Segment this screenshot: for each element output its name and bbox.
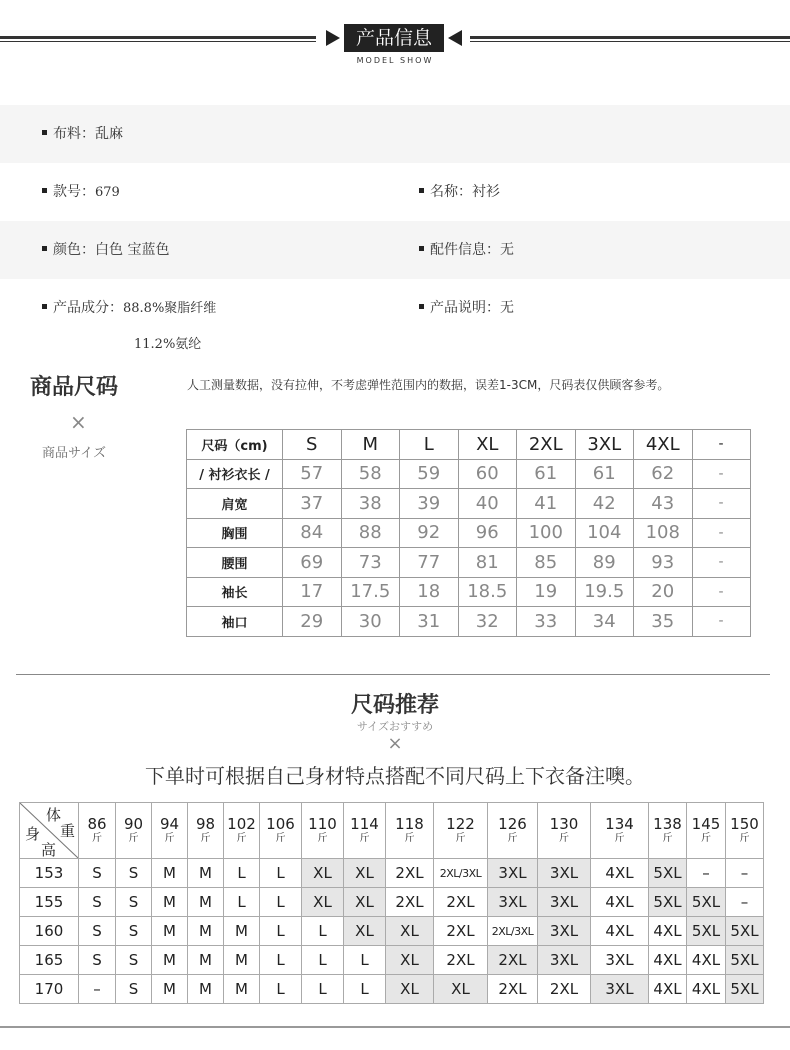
weight-header-cell	[649, 803, 687, 859]
corner-label-height-1: 身	[25, 825, 41, 843]
recommend-table-row	[20, 946, 764, 975]
info-style-label: 款号：	[53, 184, 95, 200]
size-cell: 40	[458, 489, 517, 519]
size-cell: -	[692, 489, 750, 519]
size-table-row	[187, 489, 751, 519]
weight-unit: 斤	[701, 833, 711, 844]
size-recommendation-cell: –	[726, 859, 764, 888]
size-table-row	[187, 548, 751, 578]
size-recommendation-cell: 5XL	[726, 946, 764, 975]
size-recommendation-cell: M	[224, 975, 260, 1004]
weight-unit: 斤	[317, 833, 328, 844]
info-accessory	[419, 240, 514, 260]
size-table-row	[187, 607, 751, 637]
corner-label-weight-1: 体	[46, 806, 62, 824]
size-recommendation-cell: L	[302, 975, 344, 1004]
bottom-divider	[0, 1026, 790, 1028]
recommend-table	[19, 802, 764, 1004]
size-recommendation-cell: 3XL	[538, 917, 591, 946]
weight-header-cell	[260, 803, 302, 859]
weight-header-cell	[188, 803, 224, 859]
bullet-icon	[419, 304, 424, 309]
weight-value: 86	[87, 815, 107, 833]
weight-header-cell	[687, 803, 726, 859]
info-composition-value-2: 11.2%氨纶	[134, 337, 202, 352]
size-header-cell: L	[400, 430, 459, 460]
weight-value: 150	[730, 815, 759, 833]
size-cell: 84	[283, 518, 342, 548]
recommend-table-row	[20, 888, 764, 917]
weight-header-cell	[434, 803, 488, 859]
weight-header-cell	[344, 803, 386, 859]
header-rule-left	[0, 36, 316, 42]
weight-value: 94	[159, 815, 180, 833]
info-row-color	[0, 221, 790, 279]
size-cell: 73	[341, 548, 400, 578]
height-cell: 155	[20, 888, 79, 917]
size-recommendation-cell: XL	[434, 975, 488, 1004]
size-recommendation-cell: XL	[344, 917, 386, 946]
size-recommendation-cell: L	[224, 888, 260, 917]
size-header-label: 尺码（cm)	[187, 430, 283, 460]
bullet-icon	[42, 188, 47, 193]
size-cell: 32	[458, 607, 517, 637]
corner-label-weight-2: 重	[60, 822, 76, 840]
size-cell: 62	[634, 459, 693, 489]
weight-value: 118	[395, 815, 424, 833]
size-cell: -	[692, 607, 750, 637]
size-subtitle-jp: 商品サイズ	[42, 446, 106, 461]
size-recommendation-cell: L	[260, 946, 302, 975]
size-cell: 42	[575, 489, 634, 519]
size-recommendation-cell: L	[344, 946, 386, 975]
size-header-cell: 4XL	[634, 430, 693, 460]
weight-unit: 斤	[404, 833, 415, 844]
info-desc	[419, 298, 514, 318]
size-row-label: 袖长	[187, 577, 283, 607]
weight-value: 138	[653, 815, 682, 833]
weight-value: 130	[549, 815, 579, 833]
size-recommendation-cell: S	[79, 859, 116, 888]
size-recommendation-cell: 4XL	[591, 917, 649, 946]
size-recommendation-cell: M	[152, 888, 188, 917]
size-recommendation-cell: L	[260, 917, 302, 946]
size-recommendation-cell: 4XL	[649, 917, 687, 946]
size-recommendation-cell: 2XL/3XL	[488, 917, 538, 946]
size-cell: 77	[400, 548, 459, 578]
size-cell: 19	[517, 577, 576, 607]
size-recommendation-cell: 2XL/3XL	[434, 859, 488, 888]
recommend-note: 下单时可根据自己身材特点搭配不同尺码上下衣备注噢。	[145, 764, 645, 788]
weight-value: 106	[266, 815, 295, 833]
bullet-icon	[42, 130, 47, 135]
size-recommendation-cell: L	[260, 888, 302, 917]
size-recommendation-cell: S	[116, 975, 152, 1004]
size-recommendation-cell: 5XL	[649, 859, 687, 888]
weight-header-cell	[152, 803, 188, 859]
size-cell: 33	[517, 607, 576, 637]
size-cell: 61	[575, 459, 634, 489]
size-recommendation-cell: 3XL	[538, 888, 591, 917]
size-cell: 104	[575, 518, 634, 548]
size-recommendation-cell: S	[116, 859, 152, 888]
size-recommendation-cell: S	[79, 946, 116, 975]
info-composition-value-1: 88.8%聚脂纤维	[123, 301, 217, 316]
recommend-title: 尺码推荐	[350, 693, 439, 718]
info-color-label: 颜色：	[53, 242, 95, 258]
size-recommendation-cell: 4XL	[687, 946, 726, 975]
size-recommendation-cell: 3XL	[538, 946, 591, 975]
weight-header-cell	[591, 803, 649, 859]
weight-unit: 斤	[662, 833, 673, 844]
recommend-cross-icon: ×	[387, 733, 403, 754]
info-name-label: 名称：	[430, 184, 472, 200]
height-cell: 160	[20, 917, 79, 946]
weight-unit: 斤	[236, 833, 247, 844]
height-cell: 170	[20, 975, 79, 1004]
size-cell: -	[692, 459, 750, 489]
size-cell: 61	[517, 459, 576, 489]
size-recommendation-cell: 3XL	[591, 946, 649, 975]
size-recommendation-cell: 5XL	[726, 975, 764, 1004]
size-recommendation-cell: –	[687, 859, 726, 888]
size-cell: 39	[400, 489, 459, 519]
weight-unit: 斤	[739, 833, 750, 844]
weight-value: 90	[123, 815, 144, 833]
info-composition-label: 产品成分：	[53, 300, 123, 316]
recommend-corner	[20, 803, 78, 858]
size-recommendation-cell: 5XL	[726, 917, 764, 946]
size-recommendation-cell: M	[188, 859, 224, 888]
header-tag	[322, 24, 466, 52]
size-header-cell: M	[341, 430, 400, 460]
size-cell: 35	[634, 607, 693, 637]
size-header-cell: XL	[458, 430, 517, 460]
bullet-icon	[42, 304, 47, 309]
size-recommendation-cell: M	[224, 946, 260, 975]
size-recommendation-cell: L	[260, 975, 302, 1004]
size-cell: 17.5	[341, 577, 400, 607]
size-recommendation-cell: 2XL	[434, 888, 488, 917]
size-recommendation-cell: 2XL	[538, 975, 591, 1004]
size-row-label: 袖口	[187, 607, 283, 637]
size-header-cell: 3XL	[575, 430, 634, 460]
bullet-icon	[419, 246, 424, 251]
size-recommendation-cell: XL	[344, 859, 386, 888]
size-table-row	[187, 518, 751, 548]
size-recommendation-cell: M	[188, 888, 224, 917]
info-name	[419, 182, 500, 202]
size-recommendation-cell: M	[152, 859, 188, 888]
size-cell: 43	[634, 489, 693, 519]
info-row-style	[0, 163, 790, 221]
size-recommendation-cell: 4XL	[649, 975, 687, 1004]
info-row-fabric	[0, 105, 790, 163]
info-style	[42, 182, 120, 203]
size-row-label: 胸围	[187, 518, 283, 548]
weight-header-cell	[224, 803, 260, 859]
size-table-row	[187, 577, 751, 607]
size-cell: 69	[283, 548, 342, 578]
weight-unit: 斤	[92, 833, 102, 844]
size-recommendation-cell: 4XL	[687, 975, 726, 1004]
size-recommendation-cell: M	[188, 975, 224, 1004]
height-cell: 153	[20, 859, 79, 888]
weight-value: 134	[605, 815, 634, 833]
weight-value: 102	[227, 815, 256, 833]
corner-label-height-2: 高	[41, 841, 57, 859]
size-recommendation-cell: L	[344, 975, 386, 1004]
weight-header-cell	[386, 803, 434, 859]
size-cell: 29	[283, 607, 342, 637]
size-recommendation-cell: –	[79, 975, 116, 1004]
size-cell: 19.5	[575, 577, 634, 607]
size-row-label: / 衬衫衣长 /	[187, 459, 283, 489]
size-recommendation-cell: M	[152, 975, 188, 1004]
info-accessory-label: 配件信息：	[430, 242, 500, 258]
size-recommendation-cell: –	[726, 888, 764, 917]
size-cell: 30	[341, 607, 400, 637]
info-style-value: 679	[95, 185, 120, 200]
info-row-composition	[0, 279, 790, 337]
size-recommendation-cell: M	[188, 917, 224, 946]
size-recommendation-cell: S	[116, 946, 152, 975]
size-cell: 38	[341, 489, 400, 519]
weight-value: 126	[498, 815, 527, 833]
size-cell: 20	[634, 577, 693, 607]
size-recommendation-cell: 5XL	[687, 917, 726, 946]
size-table	[186, 429, 751, 637]
header-title: 产品信息	[344, 24, 444, 52]
size-recommendation-cell: S	[116, 917, 152, 946]
size-recommendation-cell: 2XL	[488, 975, 538, 1004]
size-cell: -	[692, 518, 750, 548]
recommend-corner-cell	[20, 803, 79, 859]
size-cell: -	[692, 548, 750, 578]
size-cell: 57	[283, 459, 342, 489]
weight-header-cell	[538, 803, 591, 859]
weight-value: 145	[691, 815, 721, 833]
size-recommendation-cell: 5XL	[687, 888, 726, 917]
info-accessory-value: 无	[500, 242, 514, 258]
bullet-icon	[419, 188, 424, 193]
size-recommendation-cell: XL	[344, 888, 386, 917]
size-cell: 92	[400, 518, 459, 548]
section-header	[0, 22, 790, 72]
info-fabric-value: 乱麻	[95, 126, 123, 142]
weight-value: 114	[350, 815, 379, 833]
size-recommendation-cell: 3XL	[538, 859, 591, 888]
weight-unit: 斤	[275, 833, 286, 844]
weight-value: 98	[195, 815, 216, 833]
weight-header-cell	[79, 803, 116, 859]
size-cell: -	[692, 577, 750, 607]
size-cell: 88	[341, 518, 400, 548]
weight-unit: 斤	[200, 833, 211, 844]
height-cell: 165	[20, 946, 79, 975]
size-cell: 85	[517, 548, 576, 578]
size-recommendation-cell: 3XL	[488, 859, 538, 888]
size-recommendation-cell: 4XL	[649, 946, 687, 975]
weight-header-cell	[726, 803, 764, 859]
size-cell: 58	[341, 459, 400, 489]
size-recommendation-cell: S	[79, 917, 116, 946]
weight-header-cell	[488, 803, 538, 859]
size-recommendation-cell: 2XL	[434, 917, 488, 946]
size-cell: 89	[575, 548, 634, 578]
size-recommendation-cell: XL	[386, 946, 434, 975]
bullet-icon	[42, 246, 47, 251]
header-subtitle: MODEL SHOW	[356, 56, 434, 65]
size-table-row	[187, 459, 751, 489]
size-recommendation-cell: XL	[386, 917, 434, 946]
size-cell: 17	[283, 577, 342, 607]
weight-unit: 斤	[359, 833, 370, 844]
size-recommendation-cell: XL	[302, 888, 344, 917]
size-row-label: 腰围	[187, 548, 283, 578]
size-recommendation-cell: 5XL	[649, 888, 687, 917]
size-recommendation-cell: M	[152, 917, 188, 946]
info-composition	[42, 298, 216, 319]
size-recommendation-cell: L	[260, 859, 302, 888]
size-cell: 34	[575, 607, 634, 637]
size-header-cell: 2XL	[517, 430, 576, 460]
size-header-cell: S	[283, 430, 342, 460]
info-desc-label: 产品说明：	[430, 300, 500, 316]
section-divider	[16, 674, 770, 675]
header-rule-right	[470, 36, 790, 42]
info-color-value: 白色 宝蓝色	[95, 242, 170, 258]
weight-unit: 斤	[559, 833, 569, 844]
size-header-cell: -	[692, 430, 750, 460]
size-recommendation-cell: XL	[302, 859, 344, 888]
weight-unit: 斤	[455, 833, 466, 844]
info-color	[42, 240, 169, 260]
size-recommendation-cell: L	[224, 859, 260, 888]
size-cell: 18	[400, 577, 459, 607]
size-cell: 60	[458, 459, 517, 489]
recommend-subtitle-jp: サイズおすすめ	[356, 720, 434, 733]
size-cell: 18.5	[458, 577, 517, 607]
size-recommendation-cell: 4XL	[591, 859, 649, 888]
size-recommendation-cell: 2XL	[434, 946, 488, 975]
size-cell: 37	[283, 489, 342, 519]
size-cell: 41	[517, 489, 576, 519]
weight-header-cell	[302, 803, 344, 859]
weight-unit: 斤	[614, 833, 625, 844]
size-table-header	[187, 430, 751, 460]
size-cell: 100	[517, 518, 576, 548]
size-recommendation-cell: 2XL	[488, 946, 538, 975]
size-note: 人工测量数据，没有拉伸，不考虑弹性范围内的数据，误差1-3CM，尺码表仅供顾客参考。	[187, 378, 670, 392]
weight-header-cell	[116, 803, 152, 859]
header-arrow-right-icon	[448, 30, 462, 46]
size-recommendation-cell: M	[188, 946, 224, 975]
size-recommendation-cell: 4XL	[591, 888, 649, 917]
size-cross-icon: ×	[70, 410, 87, 434]
weight-unit: 斤	[128, 833, 139, 844]
recommend-table-header	[20, 803, 764, 859]
size-cell: 96	[458, 518, 517, 548]
recommend-table-row	[20, 975, 764, 1004]
weight-value: 110	[308, 815, 337, 833]
size-recommendation-cell: S	[79, 888, 116, 917]
size-recommendation-cell: M	[224, 917, 260, 946]
info-fabric-label: 布料：	[53, 126, 95, 142]
size-recommendation-cell: L	[302, 917, 344, 946]
size-title: 商品尺码	[30, 375, 119, 400]
weight-value: 122	[446, 815, 475, 833]
size-recommendation-cell: L	[302, 946, 344, 975]
size-cell: 59	[400, 459, 459, 489]
size-cell: 93	[634, 548, 693, 578]
recommend-table-row	[20, 917, 764, 946]
recommend-table-row	[20, 859, 764, 888]
info-fabric	[42, 124, 123, 144]
header-arrow-left-icon	[326, 30, 340, 46]
size-recommendation-cell: XL	[386, 975, 434, 1004]
size-recommendation-cell: 2XL	[386, 859, 434, 888]
weight-unit: 斤	[507, 833, 518, 844]
size-cell: 108	[634, 518, 693, 548]
info-desc-value: 无	[500, 300, 514, 316]
size-recommendation-cell: M	[152, 946, 188, 975]
size-recommendation-cell: 3XL	[591, 975, 649, 1004]
size-cell: 81	[458, 548, 517, 578]
info-name-value: 衬衫	[472, 184, 500, 200]
size-cell: 31	[400, 607, 459, 637]
size-recommendation-cell: 3XL	[488, 888, 538, 917]
size-recommendation-cell: S	[116, 888, 152, 917]
size-row-label: 肩宽	[187, 489, 283, 519]
weight-unit: 斤	[164, 833, 175, 844]
size-recommendation-cell: 2XL	[386, 888, 434, 917]
